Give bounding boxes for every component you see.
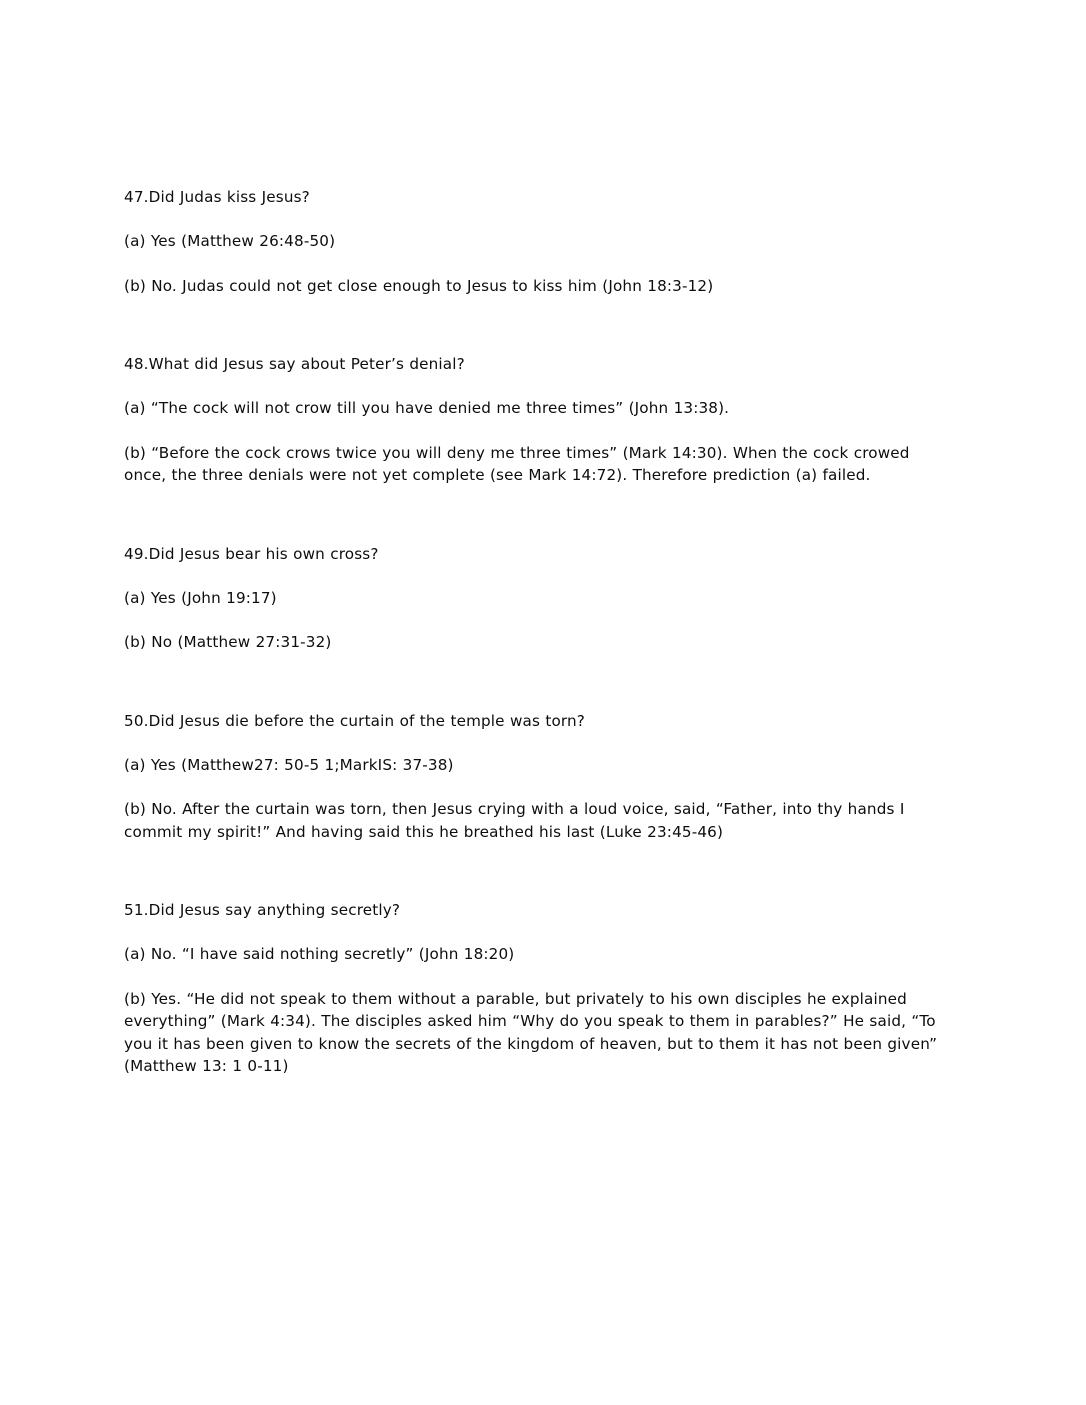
qa-block-50 [124,710,952,844]
answer-a-51: (a) No. “I have said nothing secretly” (John 18:20) [124,945,515,963]
answer-b-48: (b) “Before the cock crows twice you will deny me three times” (Mark 14:30). When the cock crowed once, the three denials were not yet complete (see Mark 14:72). Therefore prediction (a) failed. [124,443,910,484]
answer-b-50: (b) No. After the curtain was torn, then Jesus crying with a loud voice, said, “Father, into thy hands I commit my spirit!” And having said this he breathed his last (Luke 23:45-46) [124,800,905,841]
question-heading-49: 49.Did Jesus bear his own cross? [124,544,379,563]
answer-a-50: (a) Yes (Matthew27: 50-5 1;MarkIS: 37-38) [124,755,454,774]
question-heading-50: 50.Did Jesus die before the curtain of the temple was torn? [124,711,586,730]
qa-block-47 [124,186,952,297]
answer-a-48: (a) “The cock will not crow till you have denied me three times” (John 13:38). [124,399,730,417]
answer-b-47: (b) No. Judas could not get close enough to Jesus to kiss him (John 18:3-12) [124,276,714,295]
answer-b-49: (b) No (Matthew 27:31-32) [124,633,332,651]
answer-a-47: (a) Yes (Matthew 26:48-50) [124,232,336,250]
qa-block-48 [124,353,952,487]
qa-block-51 [124,899,952,1078]
question-heading-47: 47.Did Judas kiss Jesus? [124,188,310,206]
answer-b-51: (b) Yes. “He did not speak to them without a parable, but privately to his own disciples he explained everything” (Mark 4:34). The disciples asked him “Why do you speak to them in parables?” He said, “To you it has been given to know the secrets of the kingdom of heaven, but to them it has not been given” (Matthew 13: 1 0-11) [124,989,938,1075]
question-heading-51: 51.Did Jesus say anything secretly? [124,901,401,919]
question-heading-48: 48.What did Jesus say about Peter’s denial? [124,355,465,373]
text-column [124,186,952,1078]
qa-block-49 [124,543,952,654]
answer-a-49: (a) Yes (John 19:17) [124,588,277,607]
